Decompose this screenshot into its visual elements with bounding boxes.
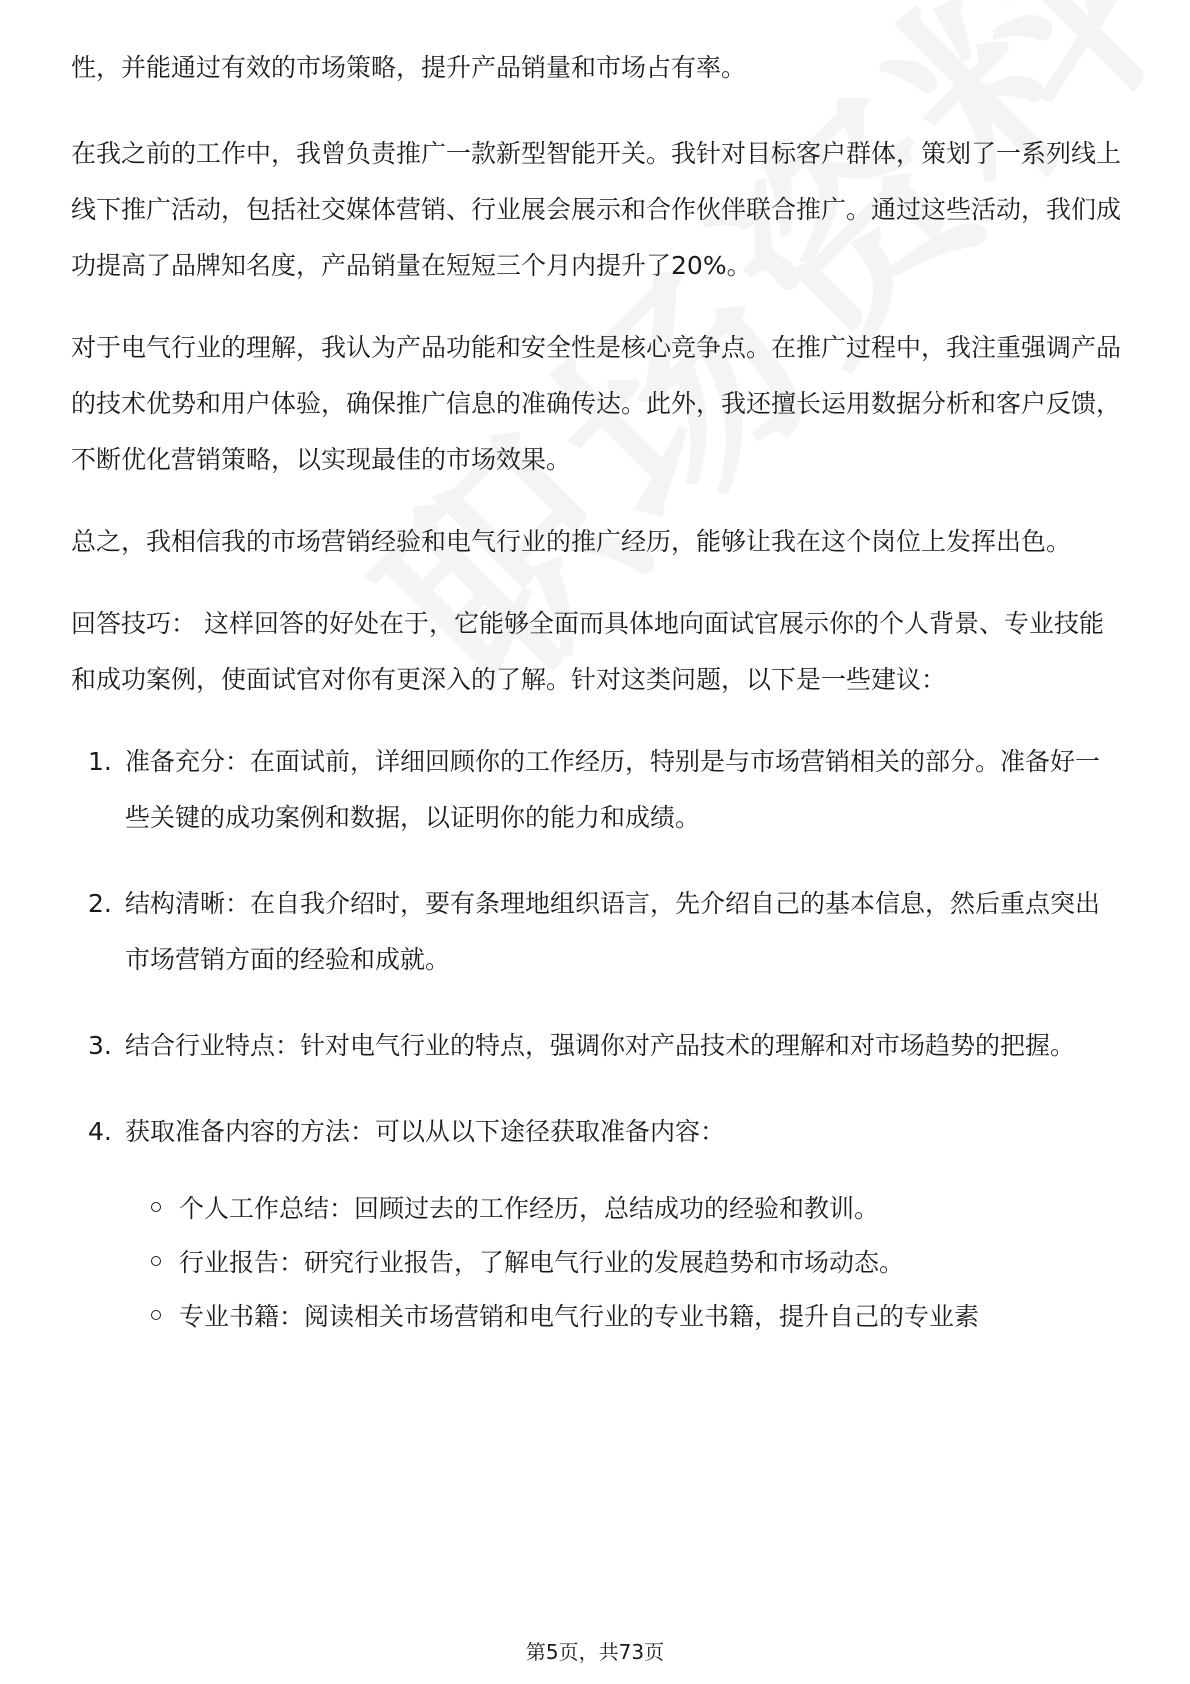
paragraph: 总之，我相信我的市场营销经验和电气行业的推广经历，能够让我在这个岗位上发挥出色。: [71, 527, 1072, 556]
list-item: [71, 734, 1121, 846]
paragraph: 性，并能通过有效的市场策略，提升产品销量和市场占有率。: [71, 53, 747, 82]
circle-bullet-icon: [151, 1310, 161, 1320]
sub-list-item: [125, 1182, 1121, 1236]
circle-bullet-icon: [151, 1256, 161, 1266]
paragraph: 在我之前的工作中，我曾负责推广一款新型智能开关。我针对目标客户群体，策划了一系列线上线下推广活动，包括社交媒体营销、行业展会展示和合作伙伴联合推广。通过这些活动，我们成功提高了品牌知名度，产品销量在短短三个月内提升了20%。: [71, 139, 1122, 280]
list-item: [71, 1104, 1121, 1344]
sub-list-item-text: 个人工作总结：回顾过去的工作经历，总结成功的经验和教训。: [179, 1194, 880, 1223]
page-number-footer: 第5页，共73页: [525, 1640, 665, 1664]
circle-bullet-icon: [151, 1202, 161, 1212]
list-item: [71, 876, 1121, 988]
document-body: [71, 40, 1121, 1374]
sub-list-item-text: 专业书籍：阅读相关市场营销和电气行业的专业书籍，提升自己的专业素: [179, 1302, 980, 1331]
list-number: 2.: [88, 889, 112, 918]
sub-list-item-text: 行业报告：研究行业报告，了解电气行业的发展趋势和市场动态。: [179, 1248, 905, 1277]
sub-list-item: [125, 1290, 1121, 1344]
list-number: 1.: [88, 747, 112, 776]
list-item-text: 结构清晰：在自我介绍时，要有条理地组织语言，先介绍自己的基本信息，然后重点突出市场营销方面的经验和成就。: [125, 889, 1101, 974]
list-item-text: 结合行业特点：针对电气行业的特点，强调你对产品技术的理解和对市场趋势的把握。: [125, 1031, 1076, 1060]
list-number: 3.: [88, 1031, 112, 1060]
tips-list: [71, 734, 1121, 1344]
list-item: [71, 1018, 1121, 1074]
answer-tips-paragraph: 回答技巧： 这样回答的好处在于，它能够全面而具体地向面试官展示你的个人背景、专业技能和成功案例，使面试官对你有更深入的了解。针对这类问题，以下是一些建议：: [71, 609, 1104, 694]
list-number: 4.: [88, 1117, 112, 1146]
sub-list-item: [125, 1236, 1121, 1290]
sources-list: [125, 1182, 1121, 1344]
paragraph: 对于电气行业的理解，我认为产品功能和安全性是核心竞争点。在推广过程中，我注重强调产品的技术优势和用户体验，确保推广信息的准确传达。此外，我还擅长运用数据分析和客户反馈，不断优化营销策略，以实现最佳的市场效果。: [71, 333, 1122, 474]
list-item-text: 获取准备内容的方法：可以从以下途径获取准备内容：: [125, 1117, 726, 1146]
list-item-text: 准备充分：在面试前，详细回顾你的工作经历，特别是与市场营销相关的部分。准备好一些关键的成功案例和数据，以证明你的能力和成绩。: [125, 747, 1101, 832]
